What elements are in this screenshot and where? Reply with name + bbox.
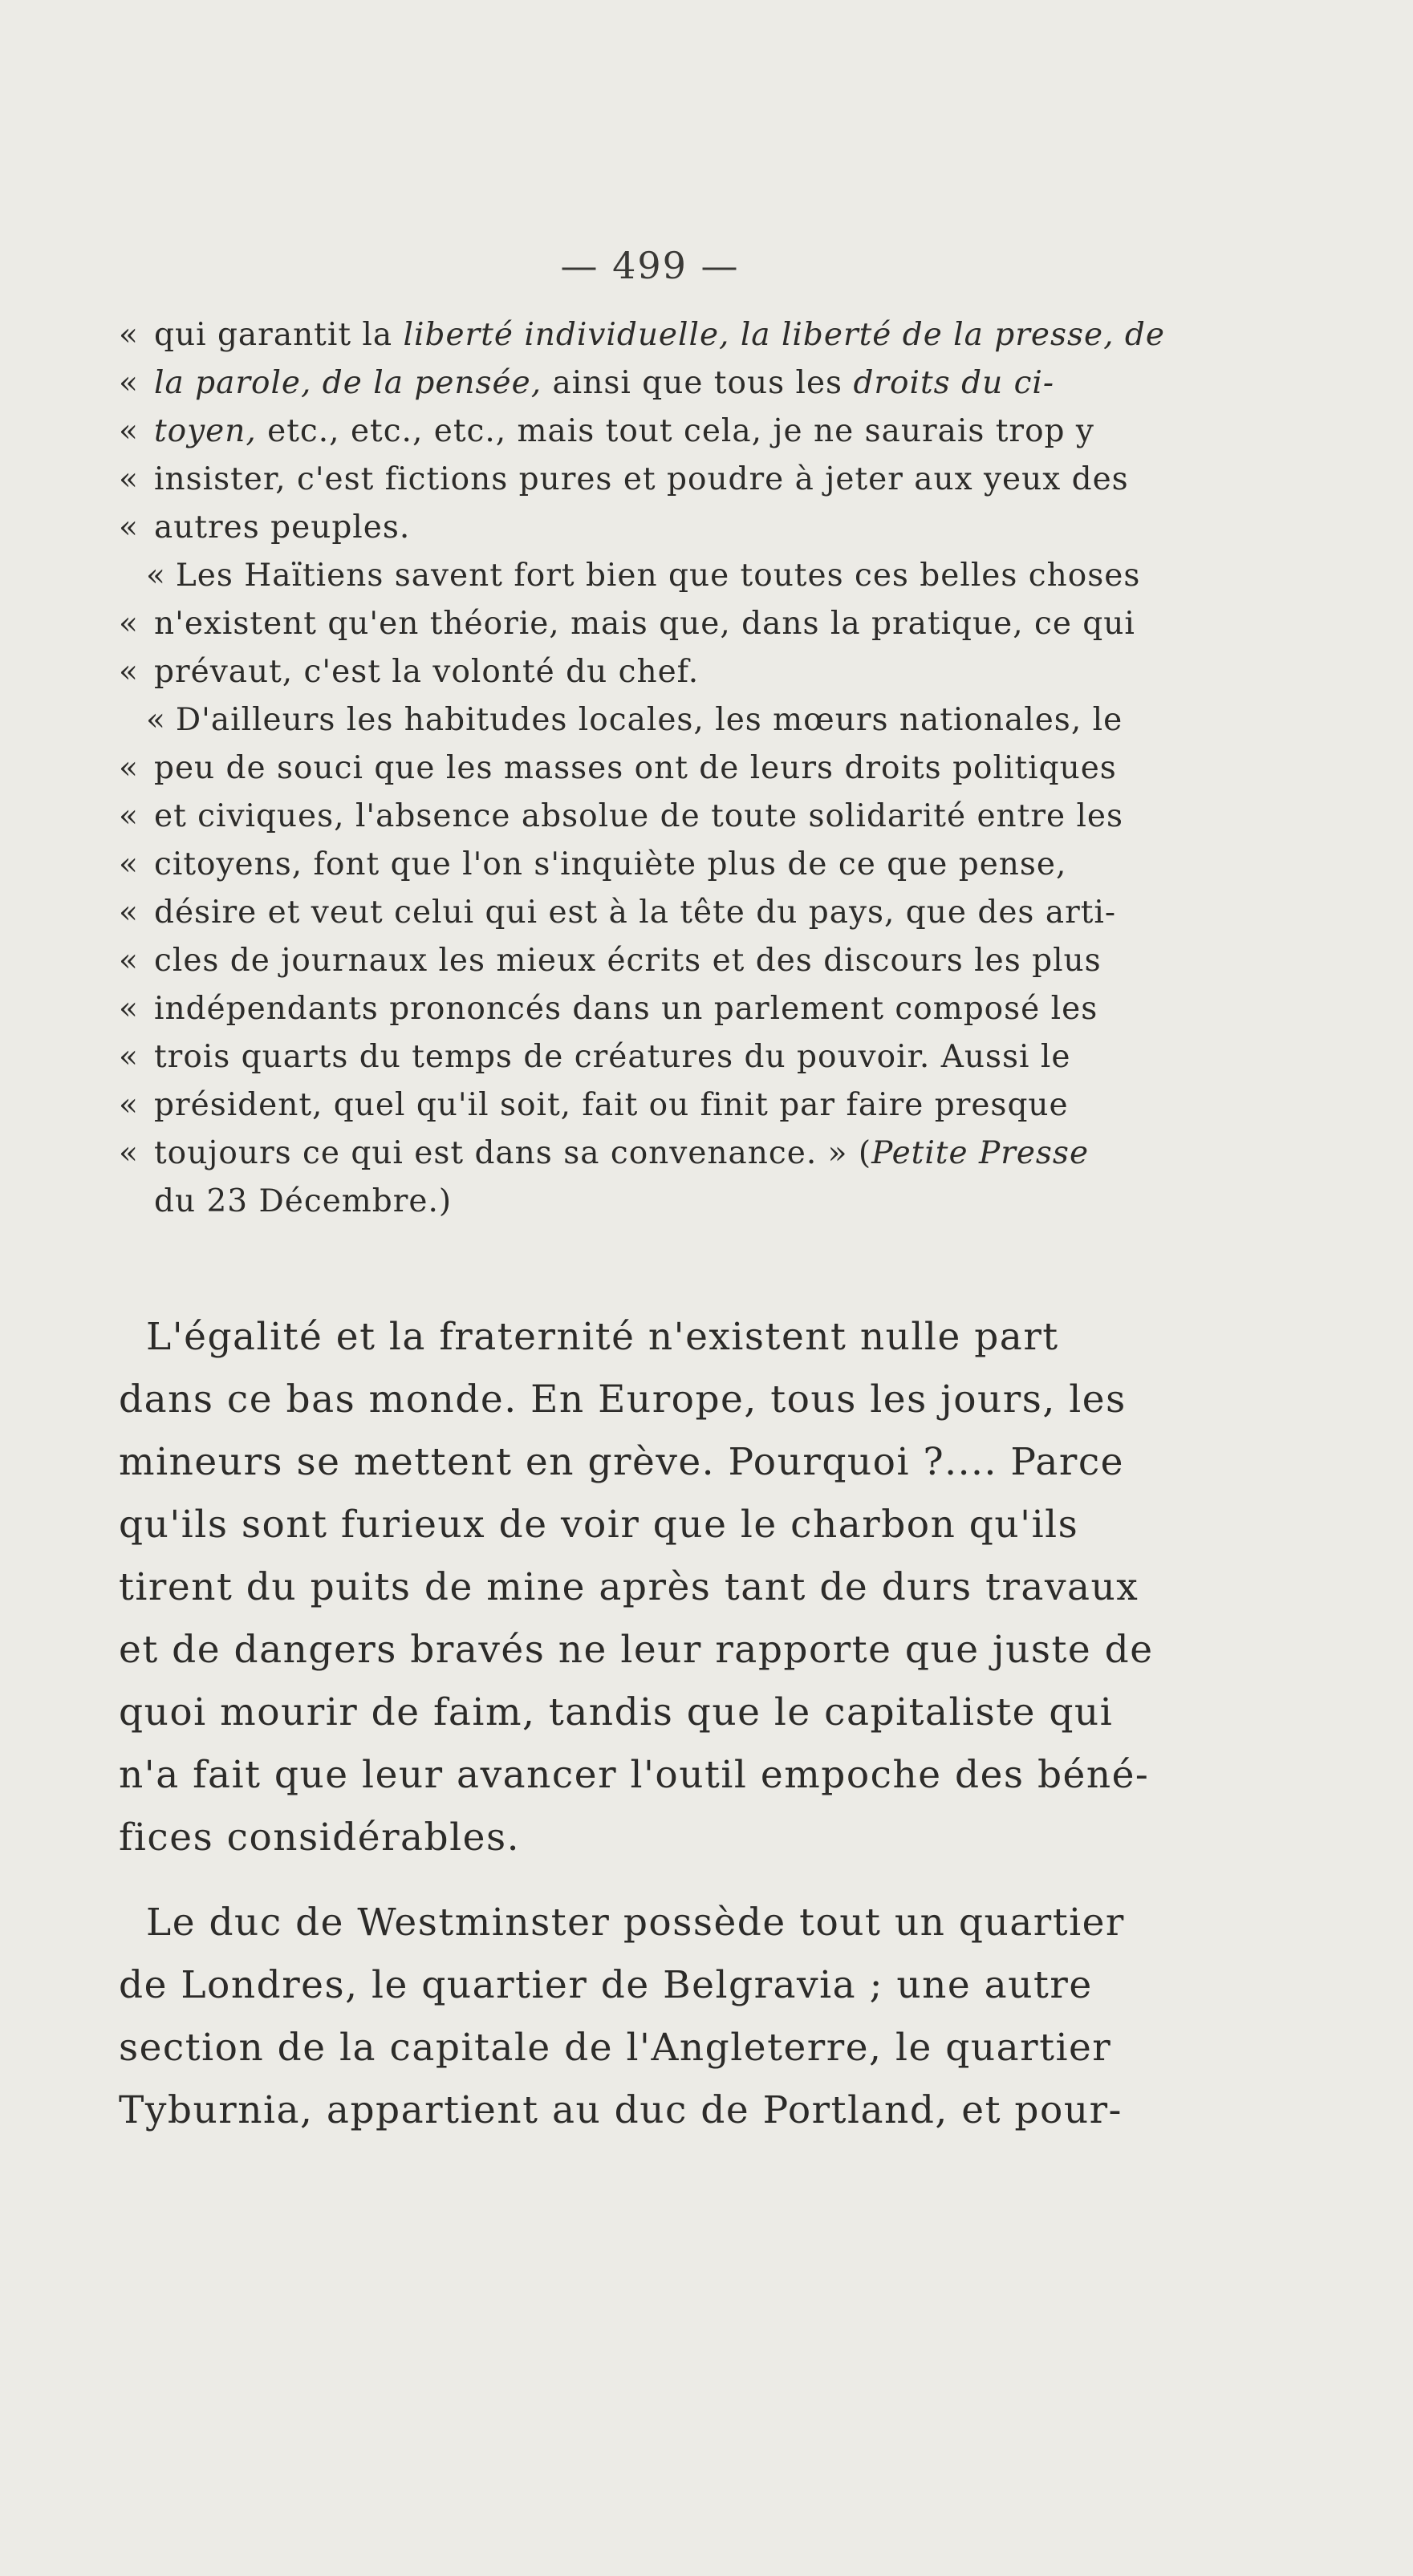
text-segment: du 23 Décembre.) [154, 1183, 453, 1219]
guillemet-mark: « [119, 413, 139, 449]
guillemet-mark: « [119, 317, 139, 353]
text-segment: toujours ce qui est dans sa convenance. » ( [154, 1135, 872, 1171]
quote-line [119, 408, 1202, 456]
guillemet-mark: « [119, 1039, 139, 1075]
guillemet-mark: « [119, 895, 139, 931]
quote-line [119, 937, 1202, 985]
quote-line [119, 744, 1202, 793]
text-segment: peu de souci que les masses ont de leurs droits politiques [154, 750, 1117, 786]
guillemet-mark: « [119, 654, 139, 690]
text-segment: indépendants prononcés dans un parlement composé les [154, 991, 1098, 1027]
body-line: Le duc de Westminster possède tout un quartier [146, 1901, 1125, 1945]
guillemet-mark: « [119, 846, 139, 882]
text-segment: insister, c'est fictions pures et poudre à jeter aux yeux des [154, 461, 1129, 497]
body-line: L'égalité et la fraternité n'existent nulle part [146, 1315, 1059, 1359]
paragraph [119, 1892, 1202, 2142]
page-number: — 499 — [560, 244, 740, 287]
paragraph-gap [119, 1869, 1202, 1892]
text-segment: président, quel qu'il soit, fait ou finit par faire presque [154, 1087, 1069, 1123]
text-segment: qui garantit la [154, 317, 404, 353]
text-segment: et civiques, l'absence absolue de toute solidarité entre les [154, 798, 1124, 834]
body-line: dans ce bas monde. En Europe, tous les jours, les [119, 1377, 1127, 1422]
body-text [119, 1306, 1202, 2142]
quote-line [119, 696, 1202, 744]
quote-line [119, 841, 1202, 889]
guillemet-mark: « [119, 798, 139, 834]
body-line: qu'ils sont furieux de voir que le charbon qu'ils [119, 1503, 1079, 1547]
quote-line [119, 889, 1202, 937]
quote-line [119, 1178, 1202, 1226]
quote-line [119, 311, 1202, 359]
text-segment: D'ailleurs les habitudes locales, les mœurs nationales, le [175, 702, 1123, 738]
text-segment: Les Haïtiens savent fort bien que toutes ces belles choses [175, 558, 1141, 594]
text-segment: citoyens, font que l'on s'inquiète plus de ce que pense, [154, 846, 1067, 882]
guillemet-mark: « [119, 606, 139, 642]
text-segment: prévaut, c'est la volonté du chef. [154, 654, 700, 690]
guillemet-mark: « [119, 991, 139, 1027]
body-line: tirent du puits de mine après tant de durs travaux [119, 1565, 1139, 1609]
body-line: Tyburnia, appartient au duc de Portland, et pour- [119, 2088, 1123, 2132]
text-segment: cles de journaux les mieux écrits et des discours les plus [154, 943, 1102, 979]
quote-line [119, 600, 1202, 648]
text-segment: ainsi que tous les [542, 365, 854, 401]
quote-line [119, 985, 1202, 1033]
text-segment: etc., etc., etc., mais tout cela, je ne saurais trop y [256, 413, 1094, 449]
paragraph [119, 1306, 1202, 1869]
quote-line [119, 552, 1202, 600]
guillemet-mark: « [146, 702, 166, 738]
body-line: n'a fait que leur avancer l'outil empoche des béné- [119, 1753, 1150, 1797]
body-line: de Londres, le quartier de Belgravia ; une autre [119, 1963, 1093, 2007]
quote-line [119, 1130, 1202, 1178]
text-segment: n'existent qu'en théorie, mais que, dans la pratique, ce qui [154, 606, 1135, 642]
guillemet-mark: « [119, 750, 139, 786]
guillemet-mark: « [119, 943, 139, 979]
quote-line [119, 359, 1202, 408]
quote-line [119, 504, 1202, 552]
guillemet-mark: « [119, 509, 139, 546]
text-segment: trois quarts du temps de créatures du pouvoir. Aussi le [154, 1039, 1071, 1075]
guillemet-mark: « [146, 558, 166, 594]
quote-line [119, 1033, 1202, 1081]
guillemet-mark: « [119, 461, 139, 497]
body-line: section de la capitale de l'Angleterre, le quartier [119, 2026, 1112, 2070]
italic-text: toyen, [154, 413, 257, 449]
italic-text: la parole, de la pensée, [154, 365, 542, 401]
quoted-passage [119, 311, 1202, 1226]
text-segment: désire et veut celui qui est à la tête du pays, que des arti- [154, 895, 1117, 931]
quote-line [119, 648, 1202, 696]
italic-text: droits du ci- [853, 365, 1055, 401]
guillemet-mark: « [119, 1087, 139, 1123]
quote-line [119, 1081, 1202, 1130]
guillemet-mark: « [119, 365, 139, 401]
body-line: mineurs se mettent en grève. Pourquoi ?.... Parce [119, 1440, 1124, 1484]
body-line: et de dangers bravés ne leur rapporte que juste de [119, 1628, 1154, 1672]
italic-text: Petite Presse [871, 1135, 1090, 1171]
text-segment: autres peuples. [154, 509, 411, 546]
guillemet-mark: « [119, 1135, 139, 1171]
quote-line [119, 793, 1202, 841]
body-line: quoi mourir de faim, tandis que le capitaliste qui [119, 1690, 1114, 1734]
quote-line [119, 456, 1202, 504]
body-line: fices considérables. [119, 1815, 521, 1860]
italic-text: liberté individuelle, la liberté de la presse, de [403, 317, 1165, 353]
